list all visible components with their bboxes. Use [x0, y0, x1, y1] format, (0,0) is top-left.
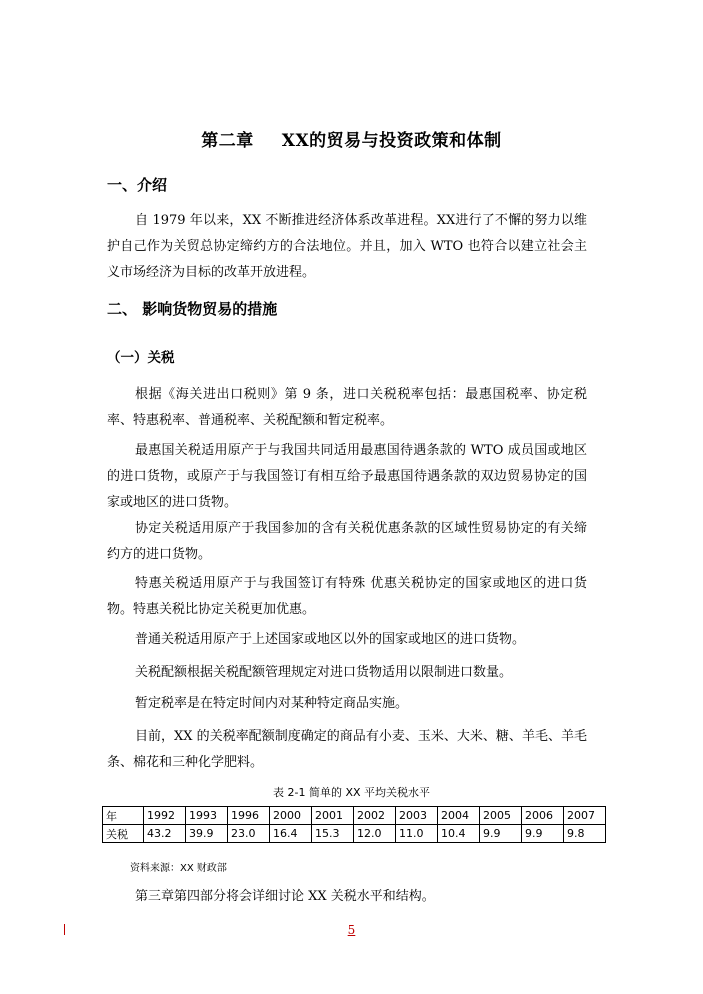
intro-paragraph: 自 1979 年以来，XX 不断推进经济体系改革进程。XX进行了不懈的努力以维护自己作为关贸总协定缔约方的合法地位。并且，加入 WTO 也符合以建立社会主义市场经济为目标的改革开放进程。	[107, 213, 587, 280]
rate-cell: 10.4	[438, 825, 480, 843]
paragraph-quota-goods: 目前，XX 的关税率配额制度确定的商品有小麦、玉米、大米、糖、羊毛、羊毛条、棉花和三种化学肥料。	[107, 729, 587, 770]
table-caption: 表 2-1 简单的 XX 平均关税水平	[272, 786, 431, 799]
year-cell: 2004	[438, 807, 480, 825]
year-cell: 1992	[144, 807, 186, 825]
year-cell: 2000	[270, 807, 312, 825]
subsection-heading-tariff: （一）关税	[107, 350, 175, 366]
table-row-years	[103, 807, 606, 825]
year-cell: 2007	[564, 807, 606, 825]
year-cell: 1996	[228, 807, 270, 825]
rate-cell: 11.0	[396, 825, 438, 843]
rate-cell: 43.2	[144, 825, 186, 843]
tariff-table	[102, 806, 606, 843]
rate-cell: 12.0	[354, 825, 396, 843]
chapter-title: XX的贸易与投资政策和体制	[281, 131, 502, 151]
rate-cell: 15.3	[312, 825, 354, 843]
row-header-tariff: 关税	[103, 825, 144, 843]
rate-cell: 9.9	[480, 825, 522, 843]
page-number-text: 5	[347, 923, 356, 937]
year-cell: 2002	[354, 807, 396, 825]
paragraph-provisional: 暂定税率是在特定时间内对某种特定商品实施。	[135, 696, 409, 711]
year-cell: 1993	[186, 807, 228, 825]
year-cell: 2005	[480, 807, 522, 825]
paragraph-mfn: 最惠国关税适用原产于与我国共同适用最惠国待遇条款的 WTO 成员国或地区的进口货物，或原产于与我国签订有相互给予最惠国待遇条款的双边贸易协定的国家或地区的进口货物。	[107, 443, 587, 510]
paragraph-tariff-rates: 根据《海关进出口税则》第 9 条，进口关税税率包括：最惠国税率、协定税率、特惠税率、普通税率、关税配额和暂定税率。	[107, 387, 587, 428]
chapter-label: 第二章	[201, 131, 254, 151]
rate-cell: 9.9	[522, 825, 564, 843]
section-heading-intro: 一、介绍	[107, 176, 168, 194]
year-cell: 2006	[522, 807, 564, 825]
row-header-year: 年	[103, 807, 144, 825]
year-cell: 2001	[312, 807, 354, 825]
paragraph-agreement: 协定关税适用原产于我国参加的含有关税优惠条款的区域性贸易协定的有关缔约方的进口货物。	[107, 521, 587, 562]
year-cell: 2003	[396, 807, 438, 825]
closing-paragraph: 第三章第四部分将会详细讨论 XX 关税水平和结构。	[135, 889, 435, 904]
paragraph-preferential: 特惠关税适用原产于与我国签订有特殊 优惠关税协定的国家或地区的进口货物。特惠关税比协定关税更加优惠。	[107, 576, 587, 617]
page-title	[0, 126, 703, 151]
rate-cell: 9.8	[564, 825, 606, 843]
paragraph-quota: 关税配额根据关税配额管理规定对进口货物适用以限制进口数量。	[135, 665, 513, 680]
table-row-rates	[103, 825, 606, 843]
rate-cell: 39.9	[186, 825, 228, 843]
rate-cell: 16.4	[270, 825, 312, 843]
table-source: 资料来源：XX 财政部	[130, 863, 227, 874]
rate-cell: 23.0	[228, 825, 270, 843]
section-heading-goods: 二、 影响货物贸易的措施	[107, 300, 278, 318]
page-number	[0, 923, 703, 937]
paragraph-general: 普通关税适用原产于上述国家或地区以外的国家或地区的进口货物。	[135, 632, 526, 647]
